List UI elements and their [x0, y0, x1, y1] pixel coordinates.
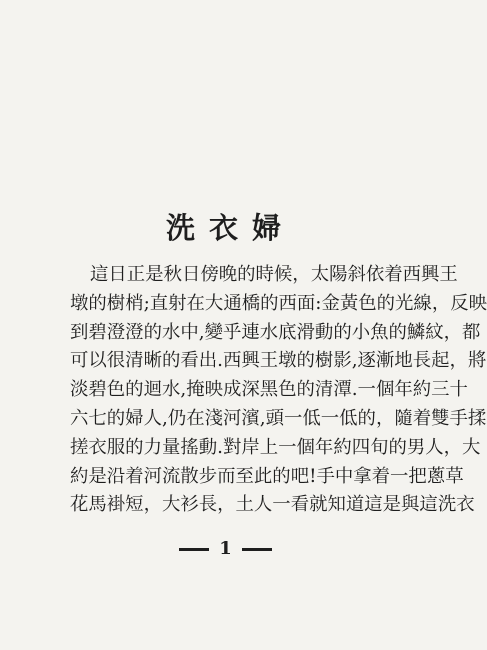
page-title: 洗衣婦 — [165, 211, 295, 245]
text-line: 六七的婦人,仍在淺河濱,頭一低一低的，隨着雙手揉 — [70, 407, 487, 429]
text-line: 花馬褂短，大衫長，土人一看就知道這是與這洗衣 — [70, 494, 475, 516]
body-text — [70, 261, 487, 520]
text-line: 到碧澄澄的水中,變乎連水底滑動的小魚的鱗紋，都 — [70, 321, 481, 343]
text-line: 搓衣服的力量搖動.對岸上一個年約四旬的男人，大 — [70, 436, 481, 458]
page-number-text: 1 — [219, 538, 232, 559]
text-line: 墩的樹梢;直射在大通橋的西面:金黃色的光線，反映 — [70, 292, 487, 314]
text-line: 可以很清晰的看出.西興王墩的樹影,逐漸地長起，將 — [70, 350, 487, 372]
text-line: 約是沿着河流散步而至此的吧!手中拿着一把蔥草 — [70, 465, 464, 487]
page-number — [0, 538, 451, 559]
text-line: 這日正是秋日傍晚的時候，太陽斜依着西興王 — [90, 264, 458, 285]
text-line: 淡碧色的迴水,掩映成深黑色的清潭.一個年約三十 — [70, 379, 468, 401]
left-dash — [179, 548, 209, 551]
right-dash — [242, 548, 272, 551]
